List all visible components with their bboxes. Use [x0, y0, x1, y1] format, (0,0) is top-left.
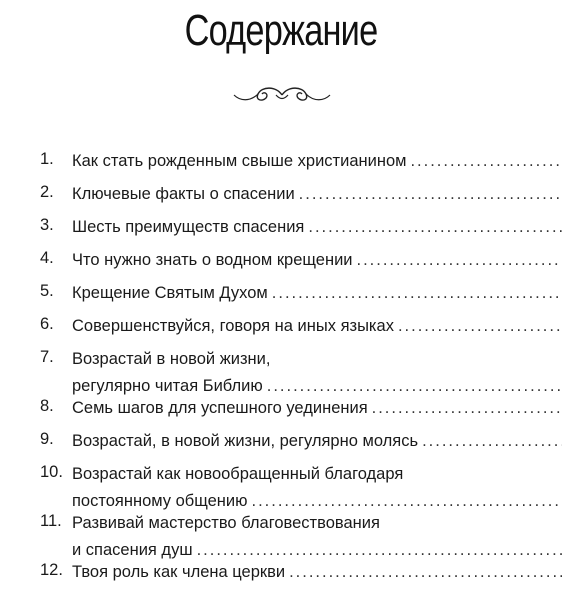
toc-entry[interactable] — [40, 397, 500, 419]
toc-entry-number: 7. — [40, 348, 54, 366]
toc-entry-title: регулярно читая Библию — [72, 377, 263, 395]
toc-entry-title: Совершенствуйся, говоря на иных языках — [72, 317, 394, 335]
toc-entry-title: Как стать рожденным свыше христианином — [72, 152, 407, 170]
toc-entry-number: 10. — [40, 463, 63, 481]
toc-entry-title: Шесть преимуществ спасения — [72, 218, 305, 236]
dot-leader — [289, 561, 562, 583]
page-title: Содержание — [184, 6, 378, 55]
dot-leader — [398, 315, 562, 337]
toc-entry-number: 8. — [40, 397, 54, 415]
toc-entry-number: 11. — [40, 512, 62, 530]
toc-entry-title: Твоя роль как члена церкви — [72, 563, 286, 581]
dot-leader — [299, 183, 562, 205]
toc-entry-number: 3. — [40, 216, 54, 234]
dot-leader — [252, 490, 562, 512]
toc-entry[interactable] — [40, 183, 500, 205]
toc-entry[interactable] — [40, 561, 500, 583]
toc-entry-title: Крещение Святым Духом — [72, 284, 268, 302]
toc-entry-number: 4. — [40, 249, 54, 267]
toc-entry[interactable] — [40, 348, 500, 397]
toc-entry-title: и спасения душ — [72, 541, 193, 559]
toc-entry[interactable] — [40, 512, 500, 561]
toc-entry[interactable] — [40, 216, 500, 238]
toc-entry-title: Возрастай, в новой жизни, регулярно молясь — [72, 432, 419, 450]
toc-entry[interactable] — [40, 282, 500, 304]
toc-entry[interactable] — [40, 430, 500, 452]
toc-entry-title: Что нужно знать о водном крещении — [72, 251, 353, 269]
toc-entry-title: постоянному общению — [72, 492, 248, 510]
dot-leader — [272, 282, 562, 304]
toc-entry-number: 5. — [40, 282, 54, 300]
dot-leader — [267, 375, 562, 397]
toc-entry[interactable] — [40, 249, 500, 271]
toc-entry-title: Возрастай как новообращенный благодаря — [72, 465, 404, 483]
toc-entry-title: Развивай мастерство благовествования — [72, 514, 380, 532]
flourish-ornament-icon — [232, 82, 332, 108]
dot-leader — [308, 216, 562, 238]
toc-entry-number: 1. — [40, 150, 54, 168]
toc-entry[interactable] — [40, 150, 500, 172]
dot-leader — [197, 539, 562, 561]
toc-entry[interactable] — [40, 315, 500, 337]
toc-entry-title: Возрастай в новой жизни, — [72, 350, 271, 368]
toc-entry-title: Ключевые факты о спасении — [72, 185, 295, 203]
toc-entry-number: 6. — [40, 315, 54, 333]
toc-entry[interactable] — [40, 463, 500, 512]
dot-leader — [357, 249, 562, 271]
dot-leader — [422, 430, 562, 452]
dot-leader — [372, 397, 562, 419]
dot-leader — [410, 150, 562, 172]
toc-entry-number: 9. — [40, 430, 54, 448]
toc-entry-number: 2. — [40, 183, 54, 201]
toc-entry-number: 12. — [40, 561, 63, 579]
toc-entry-title: Семь шагов для успешного уединения — [72, 399, 368, 417]
